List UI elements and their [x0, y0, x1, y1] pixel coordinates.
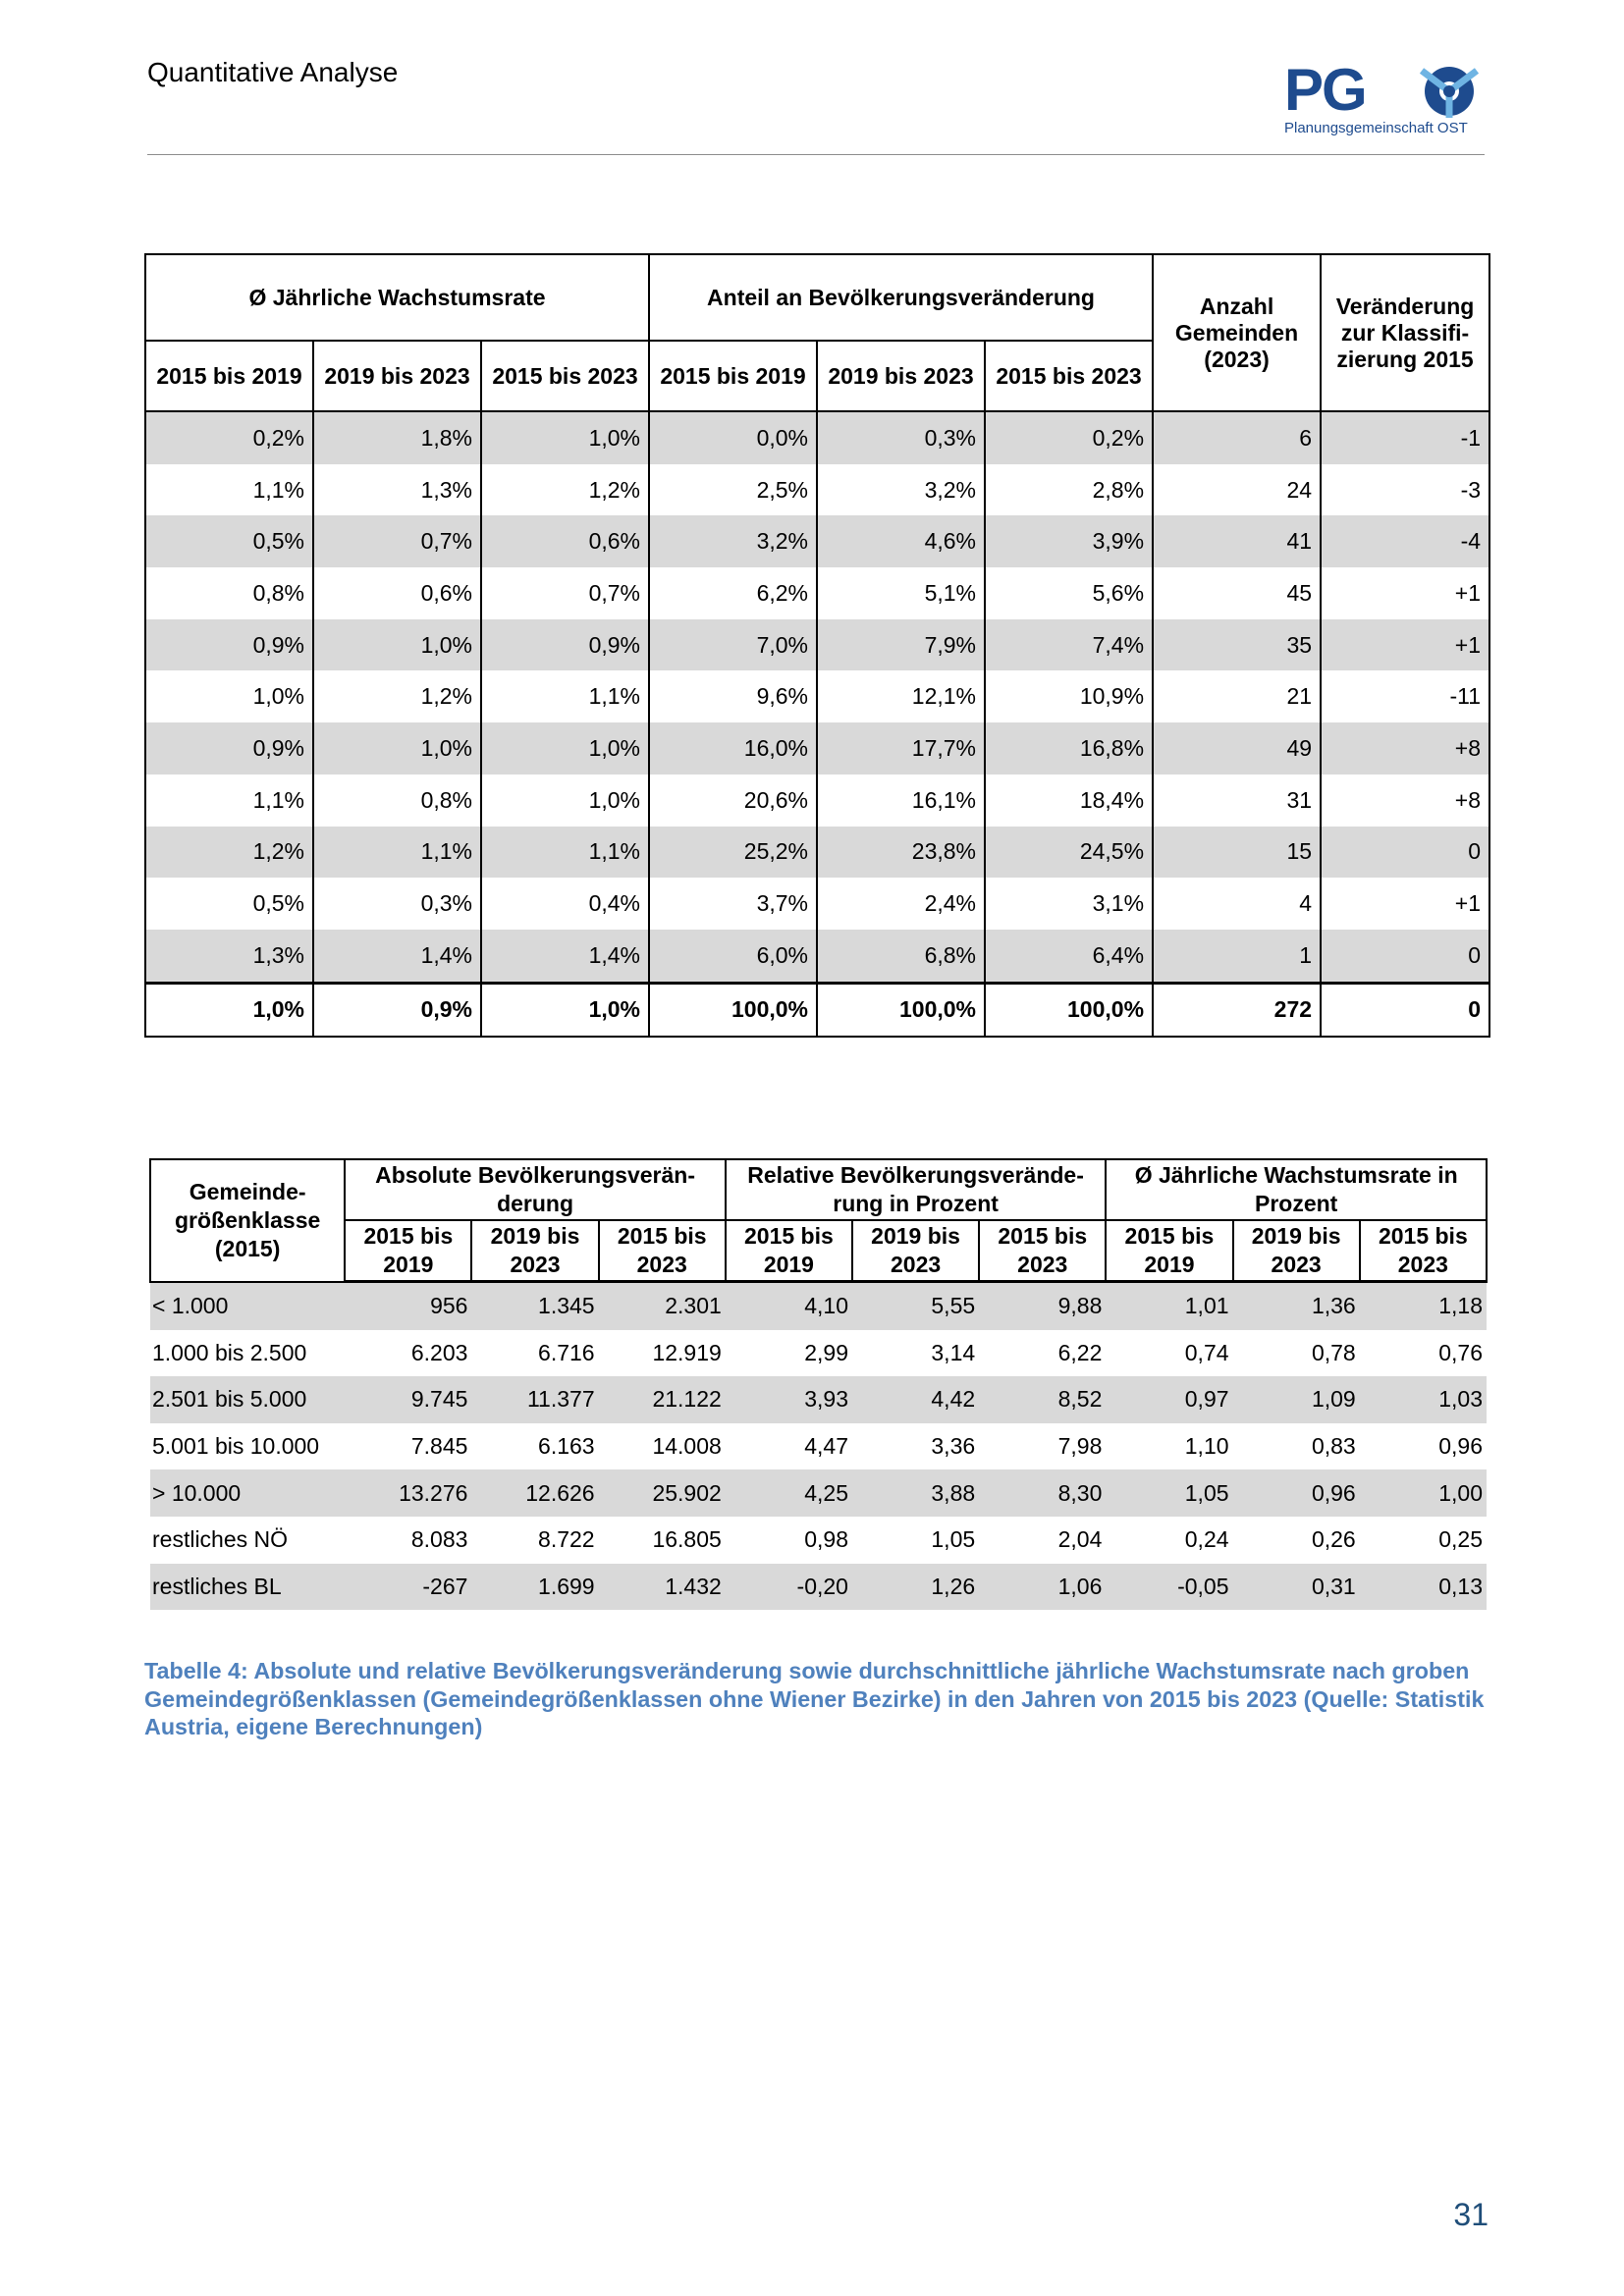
t1-cell: 35	[1153, 619, 1321, 671]
t2-data-row	[150, 1282, 1487, 1330]
t2-data-row	[150, 1517, 1487, 1564]
t2-cell: -267	[345, 1564, 471, 1611]
t1-cell: 0,7%	[481, 567, 649, 619]
t2-cell: 6.716	[538, 1339, 595, 1365]
t2-cell: 0,13	[1360, 1564, 1487, 1611]
t1-cell: +1	[1321, 567, 1489, 619]
logo-globe-icon	[1416, 61, 1487, 120]
t1-cell: 0,8%	[313, 774, 481, 827]
t1-cell: 1,4%	[481, 930, 649, 983]
t1-data-row	[145, 515, 1489, 567]
t1-total-cell: 100,0%	[649, 983, 817, 1037]
t1-cell: 1	[1153, 930, 1321, 983]
t1-cell: 0,3%	[817, 411, 985, 464]
t1-cell: 0,6%	[313, 567, 481, 619]
t1-cell: 25,2%	[649, 827, 817, 879]
t2-cell: 0,97	[1106, 1376, 1232, 1423]
t2-cell: 1,09	[1233, 1376, 1360, 1423]
t2-sub-header: 2015 bis 2019	[1106, 1220, 1232, 1282]
t1-cell: 6,8%	[817, 930, 985, 983]
t1-sub-header: 2019 bis 2023	[817, 341, 985, 411]
t2-cell: 1,05	[1106, 1469, 1232, 1517]
t2-cell: 1,26	[852, 1564, 979, 1611]
t1-sub-header: 2019 bis 2023	[313, 341, 481, 411]
header-divider	[147, 154, 1485, 155]
t2-cell: 12.626	[471, 1469, 598, 1517]
t1-cell: 1,1%	[145, 464, 313, 516]
t1-cell: 3,2%	[817, 464, 985, 516]
t2-cell: 9.745	[345, 1376, 471, 1423]
t1-cell: 1,0%	[313, 619, 481, 671]
t2-cell: 8,30	[979, 1469, 1106, 1517]
t1-cell: 15	[1153, 827, 1321, 879]
t1-cell: 24	[1153, 464, 1321, 516]
t2-cell: -0,20	[726, 1564, 852, 1611]
t1-group-header: Anteil an Bevölkerungsveränderung	[649, 254, 1153, 341]
t1-cell: +1	[1321, 878, 1489, 930]
t1-cell: 1,0%	[145, 670, 313, 722]
t1-group-header: Veränderung zur Klassifi-zierung 2015	[1321, 254, 1489, 411]
t1-cell: 2,4%	[817, 878, 985, 930]
t1-data-row	[145, 878, 1489, 930]
t1-cell: +8	[1321, 722, 1489, 774]
t1-cell: 0,6%	[481, 515, 649, 567]
t2-cell: -0,05	[1106, 1564, 1232, 1611]
t2-row-label: > 10.000	[150, 1469, 345, 1517]
t2-cell: 4,25	[726, 1469, 852, 1517]
t2-data-row	[150, 1330, 1487, 1377]
t2-cell: 1.699	[471, 1564, 598, 1611]
t1-data-row	[145, 930, 1489, 983]
t1-data-row	[145, 774, 1489, 827]
t2-cell: 3,36	[931, 1433, 976, 1460]
t1-group-header: Ø Jährliche Wachstumsrate	[145, 254, 649, 341]
t2-sub-header: 2019 bis 2023	[471, 1220, 598, 1282]
t1-total-cell: 0	[1321, 983, 1489, 1037]
t1-cell: 7,9%	[817, 619, 985, 671]
t2-cell: 1,18	[1360, 1282, 1487, 1330]
t2-group-header: Relative Bevölkerungsverände-rung in Prozent	[726, 1159, 1107, 1220]
t2-cell: 7.845	[410, 1433, 468, 1460]
t2-cell: 2,99	[804, 1339, 848, 1365]
t1-cell: 0	[1321, 930, 1489, 983]
population-change-table	[149, 1158, 1488, 1610]
t2-sub-header: 2015 bis 2019	[726, 1220, 852, 1282]
t2-cell: 3,93	[726, 1376, 852, 1423]
t1-cell: -1	[1321, 411, 1489, 464]
t2-row-label: < 1.000	[150, 1282, 345, 1330]
t1-data-row	[145, 464, 1489, 516]
t1-total-cell: 100,0%	[985, 983, 1153, 1037]
t1-cell: -3	[1321, 464, 1489, 516]
t2-cell: 4,47	[804, 1433, 848, 1460]
t1-cell: 45	[1153, 567, 1321, 619]
t1-total-cell: 0,9%	[313, 983, 481, 1037]
logo-text: PG	[1284, 57, 1366, 123]
t1-cell: 16,8%	[985, 722, 1153, 774]
t2-cell: 0,96	[1233, 1469, 1360, 1517]
t1-cell: 1,2%	[145, 827, 313, 879]
t1-cell: 16,1%	[817, 774, 985, 827]
t1-cell: 31	[1153, 774, 1321, 827]
t2-cell: 1,01	[1106, 1282, 1232, 1330]
t2-cell: 5,55	[852, 1282, 979, 1330]
t2-cell: 1,03	[1360, 1376, 1487, 1423]
t2-body	[150, 1282, 1487, 1611]
t1-cell: 7,0%	[649, 619, 817, 671]
t2-cell: 956	[345, 1282, 471, 1330]
t1-cell: 0,4%	[481, 878, 649, 930]
t1-cell: 0,9%	[481, 619, 649, 671]
t2-cell: 1,00	[1360, 1469, 1487, 1517]
t1-cell: 4,6%	[817, 515, 985, 567]
t1-cell: 2,8%	[985, 464, 1153, 516]
t2-cell: 6.203	[410, 1339, 468, 1365]
growth-rate-table	[144, 253, 1490, 1038]
t1-cell: 3,7%	[649, 878, 817, 930]
t1-data-row	[145, 411, 1489, 464]
t1-sub-header: 2015 bis 2019	[649, 341, 817, 411]
t2-cell: 0,25	[1438, 1526, 1483, 1553]
t1-cell: 10,9%	[985, 670, 1153, 722]
t1-data-row	[145, 567, 1489, 619]
t2-cell: 8,52	[979, 1376, 1106, 1423]
t2-cell: 1.432	[599, 1564, 726, 1611]
t2-cell: 0,96	[1438, 1433, 1483, 1460]
t2-cell: 6.163	[538, 1433, 595, 1460]
t1-sub-header: 2015 bis 2023	[985, 341, 1153, 411]
t2-cell: 6,22	[1057, 1339, 1103, 1365]
t1-cell: 1,0%	[481, 774, 649, 827]
t2-cell: 16.805	[652, 1526, 722, 1553]
t2-cell: 3,14	[931, 1339, 976, 1365]
t2-sub-header: 2015 bis 2023	[599, 1220, 726, 1282]
t1-cell: 0,3%	[313, 878, 481, 930]
t1-cell: 9,6%	[649, 670, 817, 722]
t2-cell: 9,88	[979, 1282, 1106, 1330]
t1-cell: 1,1%	[481, 827, 649, 879]
t1-cell: 6,2%	[649, 567, 817, 619]
t1-cell: 0,0%	[649, 411, 817, 464]
t2-cell: 4,10	[726, 1282, 852, 1330]
t2-cell: 21.122	[599, 1376, 726, 1423]
t2-cell: 8.722	[538, 1526, 595, 1553]
t1-cell: 0,5%	[145, 515, 313, 567]
t2-cell: 0,78	[1311, 1339, 1356, 1365]
table-caption: Tabelle 4: Absolute und relative Bevölkerungsveränderung sowie durchschnittliche jährliche Wachstumsrate nach groben Gemeindegrößenklassen (Gemeindegrößenklassen ohne Wiener Bezirke) in den Jahren von 2015 bis 2023 (Quelle: Statistik Austria, eigene Berechnungen)	[144, 1658, 1485, 1739]
t2-cell: 2,04	[1057, 1526, 1103, 1553]
t1-cell: 1,1%	[481, 670, 649, 722]
t2-cell: 4,42	[852, 1376, 979, 1423]
t1-cell: +8	[1321, 774, 1489, 827]
t1-cell: 7,4%	[985, 619, 1153, 671]
t1-cell: 3,9%	[985, 515, 1153, 567]
t1-cell: 20,6%	[649, 774, 817, 827]
t1-cell: 41	[1153, 515, 1321, 567]
t1-cell: 0	[1321, 827, 1489, 879]
t2-cell: 0,83	[1311, 1433, 1356, 1460]
t1-cell: -11	[1321, 670, 1489, 722]
t1-cell: 6	[1153, 411, 1321, 464]
t2-cell: 0,76	[1438, 1339, 1483, 1365]
t1-cell: 24,5%	[985, 827, 1153, 879]
t1-cell: 1,4%	[313, 930, 481, 983]
t2-row-label: 2.501 bis 5.000	[150, 1376, 345, 1423]
t2-cell: 25.902	[599, 1469, 726, 1517]
t2-cell: 1.345	[471, 1282, 598, 1330]
t1-cell: 1,3%	[313, 464, 481, 516]
t1-cell: 1,2%	[313, 670, 481, 722]
t2-cell: 2.301	[599, 1282, 726, 1330]
t2-cell: 0,98	[804, 1526, 848, 1553]
page-header-title: Quantitative Analyse	[147, 57, 399, 87]
t1-cell: -4	[1321, 515, 1489, 567]
t1-cell: 1,3%	[145, 930, 313, 983]
t2-cell: 0,74	[1184, 1339, 1229, 1365]
t1-cell: 0,2%	[985, 411, 1153, 464]
t1-data-row	[145, 619, 1489, 671]
t1-cell: 2,5%	[649, 464, 817, 516]
t2-sub-header: 2015 bis 2023	[979, 1220, 1106, 1282]
t1-cell: 0,7%	[313, 515, 481, 567]
t2-cell: 11.377	[471, 1376, 598, 1423]
t2-cell: 1,36	[1233, 1282, 1360, 1330]
t1-cell: 1,0%	[313, 722, 481, 774]
t2-cell: 14.008	[652, 1433, 722, 1460]
t1-cell: 0,9%	[145, 619, 313, 671]
t1-data-row	[145, 670, 1489, 722]
t1-cell: 0,5%	[145, 878, 313, 930]
t1-total-cell: 272	[1153, 983, 1321, 1037]
t2-row-label: 1.000 bis 2.500	[152, 1339, 307, 1365]
t2-row-label: restliches BL	[150, 1564, 345, 1611]
t2-data-row	[150, 1376, 1487, 1423]
t1-cell: 17,7%	[817, 722, 985, 774]
t1-cell: 5,6%	[985, 567, 1153, 619]
page-number: 31	[1453, 2197, 1489, 2232]
t1-cell: 1,1%	[313, 827, 481, 879]
t1-cell: 18,4%	[985, 774, 1153, 827]
t1-cell: 5,1%	[817, 567, 985, 619]
t1-cell: 4	[1153, 878, 1321, 930]
t2-cell: 0,26	[1311, 1526, 1356, 1553]
t1-cell: 1,0%	[481, 411, 649, 464]
t2-data-row	[150, 1469, 1487, 1517]
t1-cell: 1,1%	[145, 774, 313, 827]
t2-class-header: Gemeinde-größenklasse (2015)	[150, 1159, 345, 1282]
t1-total-row	[145, 983, 1489, 1037]
t1-data-row	[145, 722, 1489, 774]
t1-cell: 1,8%	[313, 411, 481, 464]
t1-cell: 23,8%	[817, 827, 985, 879]
t1-cell: 49	[1153, 722, 1321, 774]
t2-sub-header: 2019 bis 2023	[1233, 1220, 1360, 1282]
t1-cell: 6,0%	[649, 930, 817, 983]
t1-cell: 6,4%	[985, 930, 1153, 983]
t2-row-label: restliches NÖ	[152, 1526, 289, 1553]
t2-cell: 13.276	[345, 1469, 471, 1517]
t1-total-cell: 100,0%	[817, 983, 985, 1037]
t2-group-header: Ø Jährliche Wachstumsrate in Prozent	[1106, 1159, 1487, 1220]
t1-data-row	[145, 827, 1489, 879]
t2-cell: 1,06	[979, 1564, 1106, 1611]
logo-subtitle: Planungsgemeinschaft OST	[1284, 120, 1468, 136]
t1-cell: 0,8%	[145, 567, 313, 619]
t1-cell: +1	[1321, 619, 1489, 671]
t1-sub-header: 2015 bis 2023	[481, 341, 649, 411]
t1-cell: 0,9%	[145, 722, 313, 774]
t2-cell: 1,10	[1184, 1433, 1229, 1460]
t2-cell: 7,98	[1057, 1433, 1103, 1460]
t2-row-label: 5.001 bis 10.000	[152, 1433, 320, 1460]
t1-group-header: Anzahl Gemeinden (2023)	[1153, 254, 1321, 411]
t1-cell: 1,2%	[481, 464, 649, 516]
t1-sub-header: 2015 bis 2019	[145, 341, 313, 411]
t1-cell: 1,0%	[481, 722, 649, 774]
t1-body	[145, 411, 1489, 983]
t1-cell: 3,1%	[985, 878, 1153, 930]
t2-cell: 12.919	[652, 1339, 722, 1365]
t2-sub-header: 2015 bis 2023	[1360, 1220, 1487, 1282]
t1-cell: 3,2%	[649, 515, 817, 567]
t2-sub-header: 2015 bis 2019	[345, 1220, 471, 1282]
t2-cell: 0,24	[1184, 1526, 1229, 1553]
pgo-logo	[1276, 59, 1492, 141]
t1-cell: 0,2%	[145, 411, 313, 464]
t2-cell: 0,31	[1233, 1564, 1360, 1611]
t1-cell: 12,1%	[817, 670, 985, 722]
t2-group-header: Absolute Bevölkerungsverän-derung	[345, 1159, 726, 1220]
t1-total-cell: 1,0%	[481, 983, 649, 1037]
t2-data-row	[150, 1423, 1487, 1470]
t1-cell: 21	[1153, 670, 1321, 722]
t2-sub-header: 2019 bis 2023	[852, 1220, 979, 1282]
t1-cell: 16,0%	[649, 722, 817, 774]
t2-cell: 1,05	[931, 1526, 976, 1553]
t2-cell: 3,88	[852, 1469, 979, 1517]
t1-total-cell: 1,0%	[145, 983, 313, 1037]
t2-data-row	[150, 1564, 1487, 1611]
t2-cell: 8.083	[410, 1526, 468, 1553]
